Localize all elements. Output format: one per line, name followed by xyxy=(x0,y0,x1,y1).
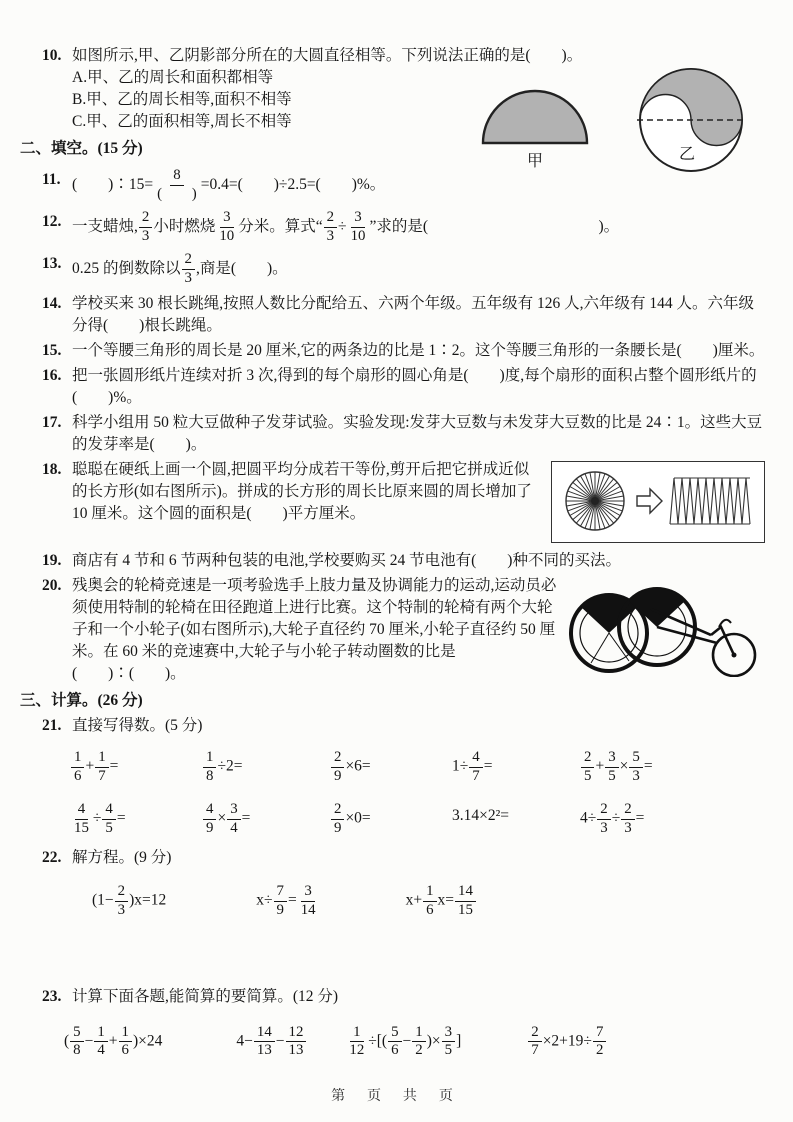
q21-expr-6: $\frac{4}{15}$ ÷ $\frac{4}{5}$ = xyxy=(74,801,126,836)
q21-expr-2: $\frac{1}{8}$ ÷2= xyxy=(202,749,330,785)
question-12-number: 12. xyxy=(42,213,62,231)
q22-equation-2: x÷ $\frac{7}{9}$ = $\frac{3}{14}$ xyxy=(256,883,316,919)
question-11 xyxy=(42,167,767,203)
q23-expr-4: $\frac{2}{7}$ ×2+19÷ $\frac{7}{2}$ xyxy=(527,1024,607,1060)
question-21-number: 21. xyxy=(42,717,62,735)
question-10-option-b: B.甲、乙的周长相等,面积不相等 xyxy=(72,91,292,108)
arrow-right-icon xyxy=(637,489,662,513)
q21-expr-4: 1÷ $\frac{4}{7}$ = xyxy=(452,749,493,784)
question-12-text: 一支蜡烛, $\frac{2}{3}$ 小时燃烧 $\frac{3}{10}$ 分米。算式“ $\frac{2}{3}$ ÷ $\frac{3}{10}$ ”求的是( )。 xyxy=(72,209,620,244)
circle-to-rectangle-figure xyxy=(551,461,765,543)
question-23-number: 23. xyxy=(42,987,62,1005)
q23-expr-3: $\frac{1}{12}$ ÷[( $\frac{5}{6}$ − $\frac{1}{2}$ )× $\frac{3}{5}$ ] xyxy=(349,1023,462,1059)
q23-expr-2: 4− $\frac{14}{13}$ − $\frac{12}{13}$ xyxy=(236,1024,307,1060)
question-11-number: 11. xyxy=(42,171,61,188)
racing-wheelchair-figure xyxy=(569,575,767,677)
label-yi: 乙 xyxy=(679,146,696,163)
question-15-text: 一个等腰三角形的周长是 20 厘米,它的两条边的比是 1∶2。这个等腰三角形的一条腰长是( )厘米。 xyxy=(72,342,765,360)
question-13-number: 13. xyxy=(42,255,62,273)
circle-figures xyxy=(475,63,767,175)
question-17-number: 17. xyxy=(42,414,62,432)
question-16-number: 16. xyxy=(42,367,62,385)
q21-expr-3: $\frac{2}{9}$ ×6= xyxy=(330,749,452,785)
question-14 xyxy=(42,293,767,337)
circle-sectors-figure xyxy=(557,468,757,534)
question-20 xyxy=(42,575,767,685)
question-22-title: 解方程。(9 分) xyxy=(72,849,172,867)
label-jia: 甲 xyxy=(527,153,544,170)
question-15 xyxy=(42,340,767,362)
question-18 xyxy=(42,459,767,547)
question-23 xyxy=(42,986,767,1060)
question-19 xyxy=(42,550,767,572)
question-22 xyxy=(42,847,767,919)
question-13-text: 0.25 的倒数除以 $\frac{2}{3}$ ,商是( )。 xyxy=(72,251,288,286)
question-19-number: 19. xyxy=(42,552,62,570)
q21-expr-5: $\frac{2}{5}$ + $\frac{3}{5}$ × $\frac{5}{3}$ = xyxy=(580,749,767,785)
question-17 xyxy=(42,412,767,456)
question-10-option-c: C.甲、乙的面积相等,周长不相等 xyxy=(72,113,292,130)
question-16-text: 把一张圆形纸片连续对折 3 次,得到的每个扇形的圆心角是( )度,每个扇形的面积占整个圆形纸片的( )%。 xyxy=(72,367,757,407)
question-15-number: 15. xyxy=(42,342,62,360)
question-12 xyxy=(42,209,767,245)
question-10-number: 10. xyxy=(42,47,62,64)
question-21-grid xyxy=(70,749,767,837)
q22-equation-3: x+ $\frac{1}{6}$ x= $\frac{14}{15}$ xyxy=(406,883,477,919)
question-21 xyxy=(42,715,767,837)
q23-expr-1: ( $\frac{5}{8}$ − $\frac{1}{4}$ + $\frac{1}{6}$ )×24 xyxy=(64,1023,163,1059)
q21-expr-8: $\frac{2}{9}$ ×0= xyxy=(330,801,452,837)
q22-equation-1: (1− $\frac{2}{3}$ )x=12 xyxy=(92,883,167,919)
q21-expr-7: $\frac{4}{9}$ × $\frac{3}{4}$ = xyxy=(202,801,330,837)
question-10-option-a: A.甲、乙的周长和面积都相等 xyxy=(72,69,274,86)
q21-expr-1: $\frac{1}{6}$ + $\frac{1}{7}$ = xyxy=(70,749,202,785)
semicircle-yinyang-figure xyxy=(475,63,767,175)
question-22-number: 22. xyxy=(42,849,62,867)
q21-expr-9: 3.14×2²= xyxy=(452,807,510,825)
question-13 xyxy=(42,251,767,287)
question-23-expressions xyxy=(64,1023,767,1060)
question-20-number: 20. xyxy=(42,577,62,595)
section-fill-in-blanks-title: 二、填空。(15 分) xyxy=(20,140,143,157)
question-22-equations xyxy=(72,883,767,919)
question-21-title: 直接写得数。(5 分) xyxy=(72,717,203,735)
wheelchair-image xyxy=(569,575,767,677)
question-16 xyxy=(42,365,767,409)
page-footer: 第 页 共 页 xyxy=(331,1087,462,1103)
question-14-text: 学校买来 30 根长跳绳,按照人数比分配给五、六两个年级。五年级有 126 人,六年级有 144 人。六年级分得( )根长跳绳。 xyxy=(72,295,755,335)
question-23-title: 计算下面各题,能简算的要简算。(12 分) xyxy=(72,987,339,1005)
section-calculation-title: 三、计算。(26 分) xyxy=(20,692,143,710)
q21-expr-10: 4÷ $\frac{2}{3}$ ÷ $\frac{2}{3}$ = xyxy=(580,801,645,836)
question-11-text: ( )∶15= $\frac{8}{( )}$ =0.4=( )÷2.5=( )%。 xyxy=(72,167,386,202)
question-14-number: 14. xyxy=(42,295,62,313)
question-18-text: 聪聪在硬纸上画一个圆,把圆平均分成若干等份,剪开后把它拼成近似的长方形(如右图所示)。拼成的长方形的周长比原来圆的周长增加了 10 厘米。这个圆的面积是( )平方厘米。 xyxy=(72,461,532,523)
question-17-text: 科学小组用 50 粒大豆做种子发芽试验。实验发现:发芽大豆数与未发芽大豆数的比是 24∶1。这些大豆的发芽率是( )。 xyxy=(72,414,763,454)
question-18-number: 18. xyxy=(42,461,62,479)
question-20-text: 残奥会的轮椅竞速是一项考验选手上肢力量及协调能力的运动,运动员必须使用特制的轮椅在田径跑道上进行比赛。这个特制的轮椅有两个大轮子和一个小轮子(如右图所示),大轮子直径约 70 厘米,小轮子直径约 50 厘米。在 60 米的竞速赛中,大轮子与小轮子转动圈数的比是( )∶( )。 xyxy=(72,577,557,683)
question-10-text: 如图所示,甲、乙阴影部分所在的大圆直径相等。下列说法正确的是( )。 xyxy=(72,47,583,64)
question-19-text: 商店有 4 节和 6 节两种包装的电池,学校要购买 24 节电池有( )种不同的买法。 xyxy=(72,552,621,570)
